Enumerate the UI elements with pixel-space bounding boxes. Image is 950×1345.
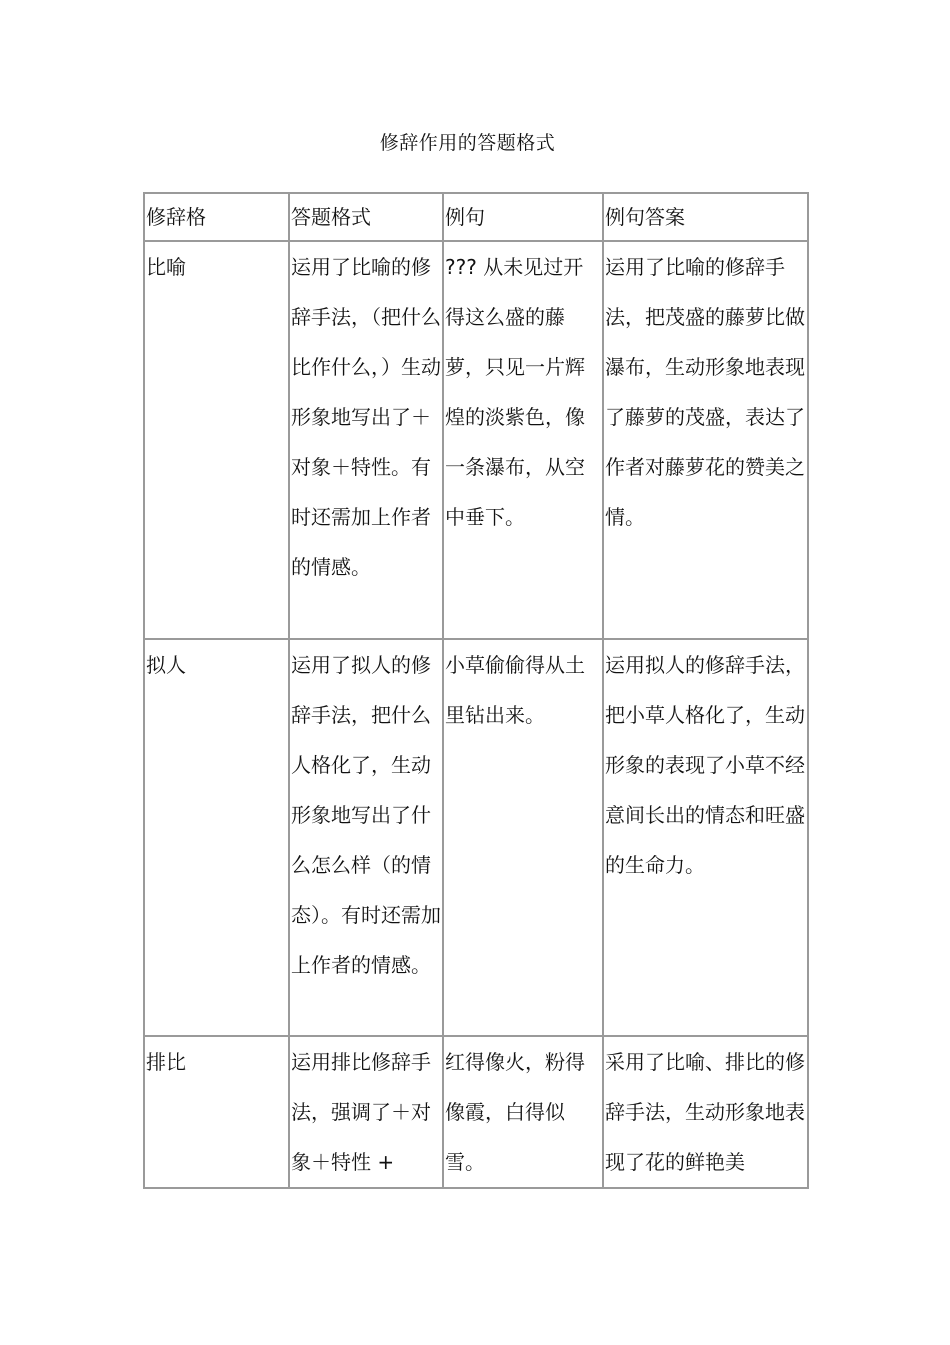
answer-cell: 采用了比喻、排比的修辞手法，生动形象地表现了花的鲜艳美 <box>603 1036 808 1188</box>
example-cell: 小草偷偷得从土里钻出来。 <box>443 639 603 1036</box>
format-cell: 运用排比修辞手法，强调了＋对象＋特性 + <box>289 1036 443 1188</box>
table-row <box>144 639 808 1036</box>
device-cell: 排比 <box>144 1036 289 1188</box>
table-row <box>144 1036 808 1188</box>
header-format: 答题格式 <box>289 193 443 241</box>
table-row <box>144 241 808 639</box>
header-device: 修辞格 <box>144 193 289 241</box>
table-header-row <box>144 193 808 241</box>
header-answer: 例句答案 <box>603 193 808 241</box>
device-cell: 拟人 <box>144 639 289 1036</box>
answer-cell: 运用拟人的修辞手法，把小草人格化了，生动形象的表现了小草不经意间长出的情态和旺盛的生命力。 <box>603 639 808 1036</box>
format-cell: 运用了拟人的修辞手法，把什么人格化了，生动形象地写出了什么怎么样（的情态）。有时还需加上作者的情感。 <box>289 639 443 1036</box>
example-cell: ??? 从未见过开得这么盛的藤萝，只见一片辉煌的淡紫色，像一条瀑布，从空中垂下。 <box>443 241 603 639</box>
page-title: 修辞作用的答题格式 <box>379 132 556 154</box>
example-cell: 红得像火，粉得像霞，白得似雪。 <box>443 1036 603 1188</box>
device-cell: 比喻 <box>144 241 289 639</box>
answer-cell: 运用了比喻的修辞手法，把茂盛的藤萝比做瀑布，生动形象地表现了藤萝的茂盛，表达了作者对藤萝花的赞美之情。 <box>603 241 808 639</box>
header-example: 例句 <box>443 193 603 241</box>
format-cell: 运用了比喻的修辞手法，（把什么比作什么，）生动形象地写出了＋对象＋特性。有时还需加上作者的情感。 <box>289 241 443 639</box>
rhetoric-table <box>143 192 809 1189</box>
